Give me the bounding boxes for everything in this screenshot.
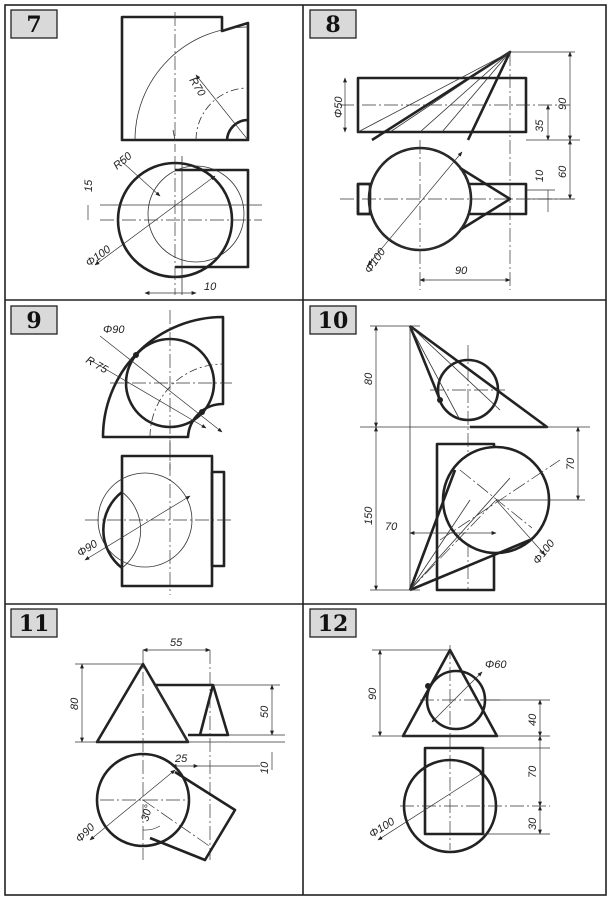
panel-7-inner-arc (227, 120, 248, 141)
panel-12 (310, 609, 550, 852)
panel-11-number: 11 (18, 611, 50, 637)
panel-8-number: 8 (325, 12, 341, 38)
panel-8-d100-label: Φ100 (362, 246, 389, 276)
panel-8-d10-label: 10 (534, 169, 546, 182)
panel-9-d90a-label: Φ90 (103, 324, 125, 336)
panel-12-d60-label: Φ60 (485, 659, 507, 671)
panel-8-d60-label: 60 (557, 165, 569, 178)
panel-11-a30-label: 30° (139, 803, 156, 823)
panel-11-d80-label: 80 (69, 697, 81, 710)
panel-12-d90-label: 90 (367, 687, 379, 700)
panel-7-dim-10: 10 (204, 281, 217, 293)
panel-8-d35-label: 35 (534, 119, 546, 132)
panel-12-d70-label: 70 (527, 765, 539, 778)
panel-10-d100-label: Φ100 (530, 537, 558, 567)
panel-11-d90-label: Φ90 (73, 821, 98, 846)
panel-11-rotated-prism (150, 772, 235, 860)
panel-12-d100-label: Φ100 (367, 815, 397, 841)
panel-10-d70v-label: 70 (565, 457, 577, 470)
panel-7-number: 7 (26, 12, 42, 38)
panel-7-r70-leader (196, 75, 248, 140)
panel-10-d150-label: 150 (363, 506, 375, 525)
panel-11-d10-label: 10 (259, 761, 271, 774)
panel-11-d50-label: 50 (259, 705, 271, 718)
panel-10-d70h-label: 70 (385, 521, 398, 533)
panel-9-r75-label: R 75 (83, 354, 110, 377)
panel-8-d50-label: Φ50 (333, 96, 345, 118)
panel-11-d25-label: 25 (175, 753, 188, 765)
panel-7-circle-r50 (148, 166, 244, 262)
panel-8 (310, 10, 580, 290)
panel-7-r70-label: R70 (186, 75, 208, 99)
panel-11-d55-label: 55 (170, 637, 183, 649)
panel-12-number: 12 (317, 611, 349, 637)
panel-10 (310, 306, 590, 590)
panel-8-d90v-label: 90 (557, 97, 569, 110)
panel-9-d90b-label: Φ90 (75, 537, 100, 560)
panel-10-number: 10 (317, 308, 349, 334)
panel-7 (11, 10, 262, 295)
panel-11-prism-top (155, 685, 228, 735)
panel-9-front-flange (212, 472, 224, 566)
panel-7-r50-label: R50 (111, 150, 135, 173)
panel-12-d30-label: 30 (527, 817, 539, 830)
panel-8-d90h-label: 90 (455, 265, 468, 277)
panel-8-cone-top (372, 52, 510, 140)
panel-10-d80-label: 80 (363, 372, 375, 385)
panel-7-front-block (175, 170, 248, 267)
panel-9-front-arc-left (103, 492, 122, 568)
panel-7-top-block (122, 17, 248, 140)
panel-11 (11, 609, 285, 860)
panel-9-number: 9 (26, 308, 42, 334)
panel-9-d90b-leader (85, 496, 190, 560)
panel-7-dim-15: 15 (83, 179, 95, 192)
panel-7-mid-arc (196, 88, 248, 140)
panel-7-d100-label: Φ100 (83, 243, 114, 270)
panel-9-d90a-leader (100, 336, 222, 432)
panel-9-front-body (122, 456, 212, 586)
panel-12-d40-label: 40 (527, 713, 539, 726)
panel-9 (11, 306, 232, 595)
panel-9-r75-leader (90, 360, 206, 428)
panel-11-cone-front (97, 664, 188, 742)
